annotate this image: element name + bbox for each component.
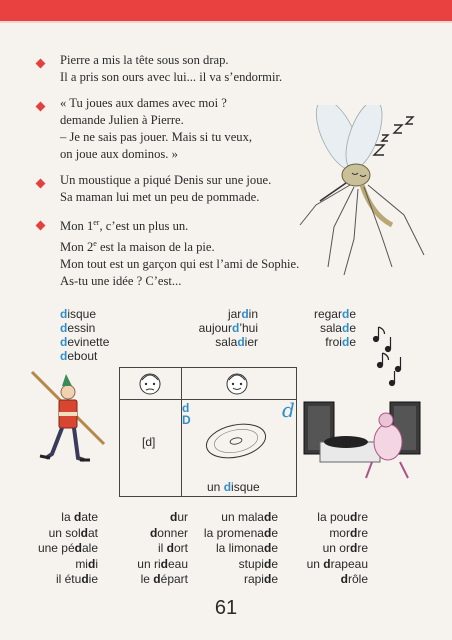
word-item: un rideau [137,556,188,571]
word-item: saladier [215,335,258,349]
bullet-diamond [36,59,46,69]
word-item: mordre [329,525,368,540]
word-item: un ordre [322,541,368,555]
riddle-line-3: Mon tout est un garçon qui est l’ami de Sophie. [60,257,300,272]
text: Mon 2 [60,240,94,255]
page-number: 61 [214,597,238,619]
word-item: dur [169,510,188,524]
music-notes-icon [368,325,416,387]
word-item: un soldat [48,525,98,540]
word-item: un drapeau [306,556,368,571]
text-line: Il a pris son ours avec lui... il va s’endormir. [60,70,283,84]
word-item: la promenade [203,525,278,540]
text-line: Sa maman lui met un peu de pommade. [60,190,260,204]
text-line: Un moustique a piqué Denis sur une joue. [60,173,272,187]
text: Mon 1 [60,219,94,234]
table-column-divider [181,368,182,496]
word-item: une pédale [37,541,98,555]
table-row-divider [120,399,296,400]
word-item: le départ [140,572,188,586]
word-item: disque [60,307,97,321]
word-item: rapide [243,572,278,586]
word-item: drôle [340,572,368,586]
text-line: « Tu joues aux dames avec moi ? [60,96,227,110]
paragraph-1 [60,52,282,86]
riddle-line-2 [60,235,299,256]
phoneme-label: [d] [142,435,156,449]
letter-forms [182,402,191,426]
word-column-3 [290,307,356,349]
word-column-2 [164,307,258,349]
word-item: la poudre [317,510,368,524]
word-item: il étudie [55,572,98,586]
sad-face-icon [137,371,163,396]
superscript: er [93,218,100,227]
sleeping-mosquito-illustration [298,105,438,280]
top-color-band [0,0,452,21]
paragraph-2 [60,95,252,163]
text-line: demande Julien à Pierre. [60,113,184,127]
word-item: donner [149,525,188,540]
word-item: dessin [60,321,96,335]
mosquito-legs [300,185,424,275]
riddle-paragraph [60,214,299,290]
soldier-head [61,385,75,399]
top-band-edge [0,21,452,23]
bullet-diamond [36,102,46,112]
word-item: aujourd’hui [198,321,258,335]
bottom-column-2 [112,510,188,588]
superscript: e [93,239,97,249]
paragraph-3 [60,172,271,206]
word-item: froide [325,335,356,349]
record-player-illustration [302,392,424,490]
text-line: – Je ne sais pas jouer. Mais si tu veux, [60,130,253,144]
bottom-column-4 [298,510,368,588]
soldier-plume [62,374,72,386]
bullet-diamond [36,221,46,231]
word-item: la date [61,510,98,524]
bottom-column-1 [34,510,98,588]
letter-script: d [282,398,295,422]
letter-uppercase: D [182,413,191,427]
disc-caption: un disque [207,480,260,494]
mosquito-proboscis [320,183,346,201]
text-line: Pierre a mis la tête sous son drap. [60,53,229,67]
word-item: devinette [60,335,110,349]
word-item: debout [60,349,98,363]
text: , c’est un plus un. [99,219,189,234]
bullet-diamond [36,179,46,189]
word-item: midi [75,556,98,571]
word-item: salade [319,321,356,335]
riddle-line-1 [60,214,299,235]
soldier-legs [46,428,84,460]
bottom-column-3 [196,510,278,588]
word-column-1 [60,307,109,363]
smiling-face-icon [224,371,250,396]
vinyl-disc-icon [202,418,270,464]
word-item: regarde [313,307,356,321]
word-item: il dort [157,541,188,555]
word-item: stupide [238,556,278,571]
riddle-line-4: As-tu une idée ? C’est... [60,274,182,289]
sound-table [119,367,297,497]
mosquito-abdomen [362,185,392,225]
text: est la maison de la pie. [96,240,215,255]
word-item: un malade [221,510,278,524]
text-line: on joue aux dominos. » [60,147,178,161]
toy-soldier-illustration [28,368,112,488]
word-item: la limonade [215,541,278,555]
word-item: jardin [227,307,258,321]
letter-lowercase: d [182,401,190,415]
mouse-dancer [374,424,402,460]
